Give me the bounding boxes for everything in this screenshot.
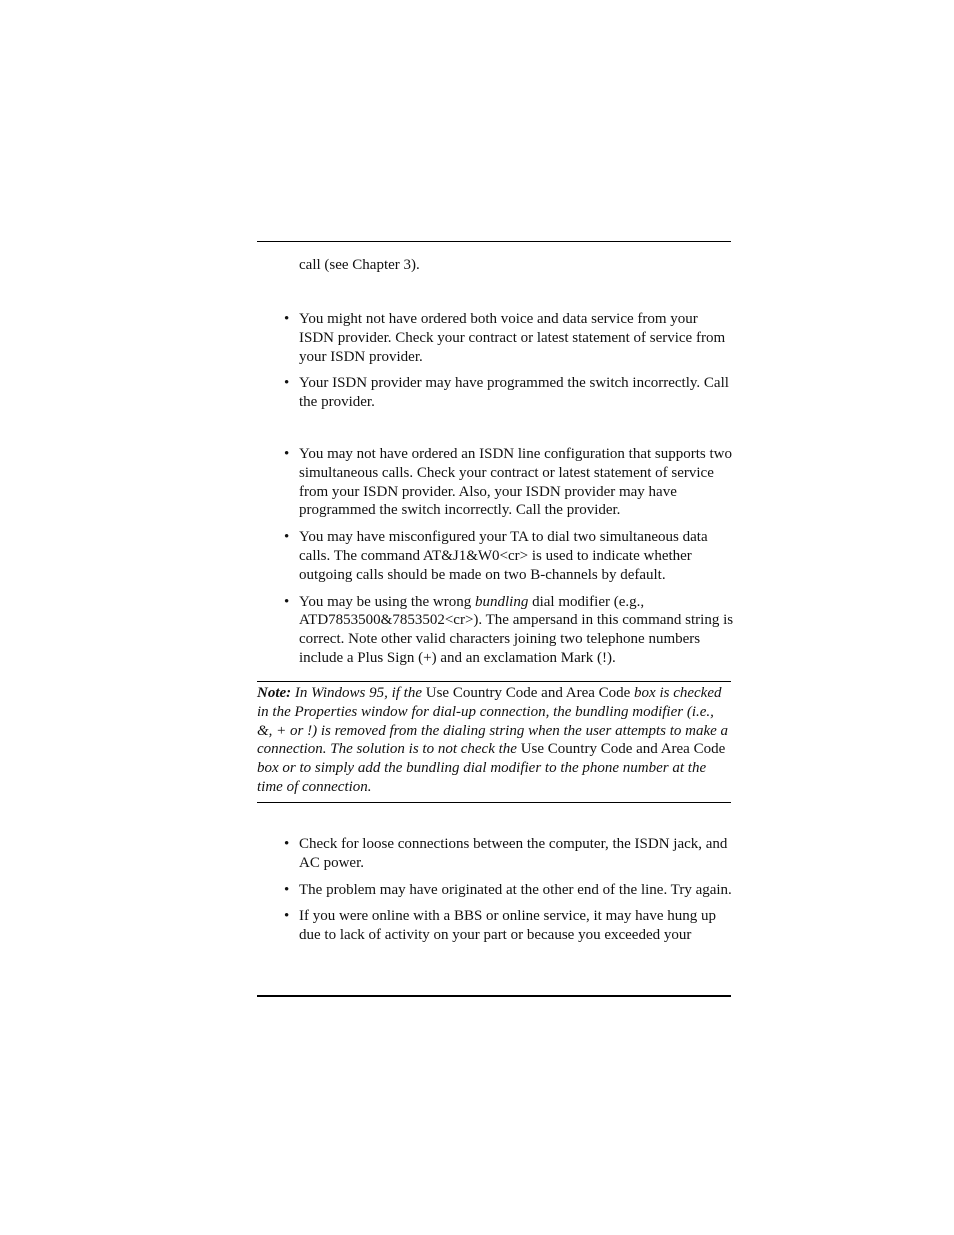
intro-paragraph: call (see Chapter 3). bbox=[299, 257, 420, 273]
list-item bbox=[284, 593, 734, 668]
bullet-icon: • bbox=[284, 375, 290, 392]
bullet-icon: • bbox=[284, 529, 290, 546]
note-text: box or to simply add the bundling dial modifier to the phone number at the time of connection. bbox=[257, 760, 707, 795]
note-option-name: Use Country Code and Area Code bbox=[425, 685, 631, 701]
bullet-icon: • bbox=[284, 446, 290, 462]
bullet-list-disconnect bbox=[284, 835, 734, 953]
list-item-text: Check for loose connections between the computer, the ISDN jack, and AC power. bbox=[299, 836, 728, 871]
list-item-text: You may not have ordered an ISDN line configuration that supports two simultaneous calls. Check your contract or latest statement of service from your ISDN provider. Also, your ISDN provider may have programmed the switch incorrectly. Call the provider. bbox=[299, 446, 732, 519]
list-item-text: You may have misconfigured your TA to dial two simultaneous data calls. The command AT&J1&W0<cr> is used to indicate whether outgoing calls should be made on two B-channels by default. bbox=[299, 529, 708, 583]
list-item bbox=[284, 881, 734, 900]
list-item bbox=[284, 528, 734, 584]
note-option-name: Use Country Code and Area Code bbox=[520, 741, 726, 758]
list-item bbox=[284, 835, 734, 873]
note-text: box is checked in the Properties window for dial-up connection, the bundling modifier (i.e., &, + or !) is removed from the dialing string when the user attempts to make a connection. The solution is to not check the bbox=[257, 685, 729, 758]
list-item bbox=[284, 310, 734, 366]
item-text-post: dial modifier (e.g., ATD7853500&7853502<cr>). The ampersand in this command string is correct. Note other valid characters joining two telephone numbers include a Plus Sign (+) and an exclamation Mark (!). bbox=[299, 593, 734, 666]
list-item bbox=[284, 374, 734, 412]
note-bottom-rule bbox=[257, 802, 731, 803]
bullet-icon: • bbox=[284, 881, 290, 898]
bullet-icon: • bbox=[284, 836, 290, 852]
list-item-text: The problem may have originated at the other end of the line. Try again. bbox=[299, 881, 732, 898]
note-text: In Windows 95, if the bbox=[291, 685, 426, 701]
list-item-text: If you were online with a BBS or online service, it may have hung up due to lack of activity on your part or because you exceeded your bbox=[299, 908, 716, 944]
bottom-rule bbox=[257, 995, 731, 997]
list-item-text bbox=[299, 593, 734, 668]
bullet-list-service bbox=[284, 310, 734, 420]
bullet-list-two-calls bbox=[284, 445, 734, 676]
note-top-rule bbox=[257, 681, 731, 682]
list-item-text: Your ISDN provider may have programmed the switch incorrectly. Call the provider. bbox=[299, 375, 729, 411]
note-label: Note: bbox=[257, 685, 292, 701]
list-item bbox=[284, 445, 734, 520]
bullet-icon: • bbox=[284, 311, 290, 327]
list-item-text: You might not have ordered both voice and data service from your ISDN provider. Check your contract or latest statement of service from your ISDN provider. bbox=[299, 311, 726, 365]
item-text-emphasis: bundling bbox=[474, 593, 529, 610]
top-rule bbox=[257, 241, 731, 242]
bullet-icon: • bbox=[284, 908, 290, 925]
bullet-icon: • bbox=[284, 593, 290, 610]
list-item bbox=[284, 907, 734, 945]
item-text-pre: You may be using the wrong bbox=[299, 593, 475, 610]
note-paragraph bbox=[257, 684, 731, 797]
